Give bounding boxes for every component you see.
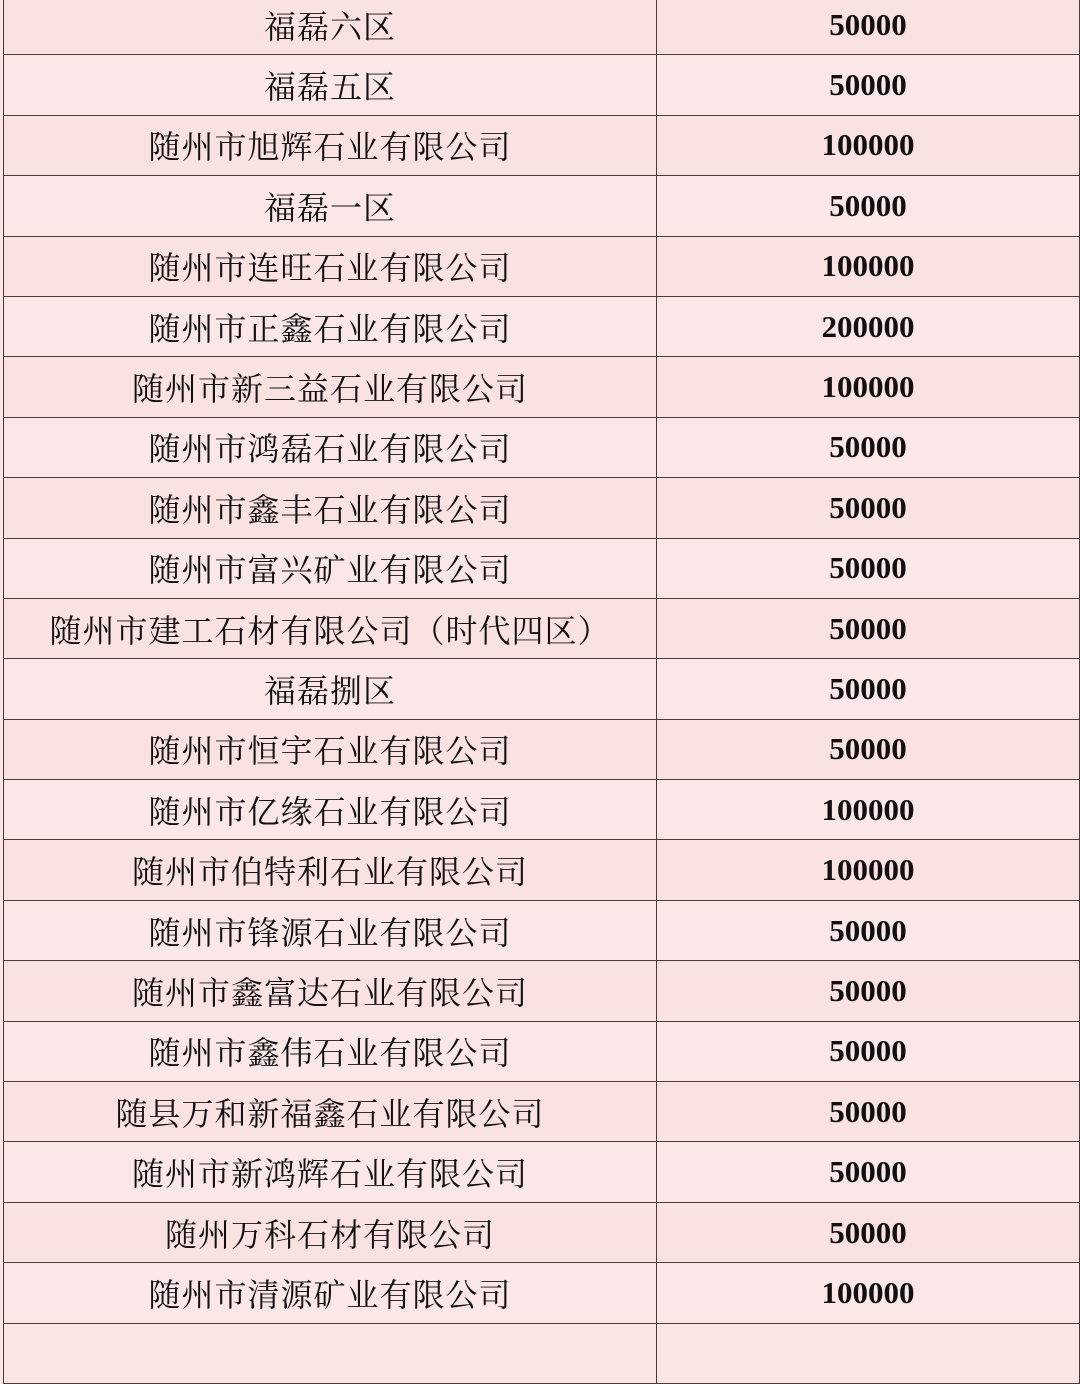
company-name-cell: 随州市鑫丰石业有限公司 xyxy=(4,478,657,538)
table-row xyxy=(4,1142,1080,1202)
amount-cell xyxy=(657,1323,1080,1383)
table-row xyxy=(4,900,1080,960)
table-row xyxy=(4,780,1080,840)
table-row xyxy=(4,840,1080,900)
amount-cell: 50000 xyxy=(657,1202,1080,1262)
amount-cell: 50000 xyxy=(657,176,1080,236)
table-row-cut-off xyxy=(4,1323,1080,1383)
company-name-cell: 福磊五区 xyxy=(4,55,657,115)
table-row xyxy=(4,176,1080,236)
amount-cell: 50000 xyxy=(657,55,1080,115)
company-name-cell: 随州市锋源石业有限公司 xyxy=(4,900,657,960)
amount-cell: 50000 xyxy=(657,417,1080,477)
amount-cell: 100000 xyxy=(657,840,1080,900)
company-name-cell: 随州市建工石材有限公司（时代四区） xyxy=(4,598,657,658)
table-row xyxy=(4,0,1080,55)
company-name-cell: 随县万和新福鑫石业有限公司 xyxy=(4,1082,657,1142)
amount-cell: 100000 xyxy=(657,115,1080,175)
amount-cell: 200000 xyxy=(657,296,1080,356)
company-name-cell: 随州市正鑫石业有限公司 xyxy=(4,296,657,356)
amount-cell: 50000 xyxy=(657,478,1080,538)
table-row xyxy=(4,1021,1080,1081)
amount-cell: 100000 xyxy=(657,357,1080,417)
company-name-cell: 福磊捌区 xyxy=(4,659,657,719)
table-row xyxy=(4,55,1080,115)
amount-cell: 50000 xyxy=(657,0,1080,55)
company-name-cell: 随州市旭辉石业有限公司 xyxy=(4,115,657,175)
table-row xyxy=(4,236,1080,296)
table-row xyxy=(4,296,1080,356)
amount-cell: 50000 xyxy=(657,1021,1080,1081)
table-row xyxy=(4,598,1080,658)
amount-cell: 50000 xyxy=(657,538,1080,598)
donation-table xyxy=(3,0,1080,1384)
table-body xyxy=(4,0,1080,1383)
amount-cell: 50000 xyxy=(657,719,1080,779)
company-name-cell: 随州市鸿磊石业有限公司 xyxy=(4,417,657,477)
company-name-cell: 随州市鑫富达石业有限公司 xyxy=(4,961,657,1021)
amount-cell: 100000 xyxy=(657,236,1080,296)
amount-cell: 50000 xyxy=(657,1082,1080,1142)
table-row xyxy=(4,1202,1080,1262)
company-name-cell: 随州市新鸿辉石业有限公司 xyxy=(4,1142,657,1202)
table-row xyxy=(4,961,1080,1021)
table-row xyxy=(4,357,1080,417)
company-name-cell: 随州市新三益石业有限公司 xyxy=(4,357,657,417)
table-row xyxy=(4,659,1080,719)
company-name-cell: 随州市富兴矿业有限公司 xyxy=(4,538,657,598)
company-name-cell: 随州市伯特利石业有限公司 xyxy=(4,840,657,900)
amount-cell: 50000 xyxy=(657,900,1080,960)
table-row xyxy=(4,478,1080,538)
table-row xyxy=(4,115,1080,175)
company-name-cell xyxy=(4,1323,657,1383)
company-name-cell: 随州市连旺石业有限公司 xyxy=(4,236,657,296)
table-row xyxy=(4,1263,1080,1323)
amount-cell: 100000 xyxy=(657,780,1080,840)
company-name-cell: 随州市清源矿业有限公司 xyxy=(4,1263,657,1323)
table-row xyxy=(4,1082,1080,1142)
company-name-cell: 福磊六区 xyxy=(4,0,657,55)
amount-cell: 50000 xyxy=(657,659,1080,719)
amount-cell: 50000 xyxy=(657,1142,1080,1202)
company-name-cell: 随州市恒宇石业有限公司 xyxy=(4,719,657,779)
amount-cell: 100000 xyxy=(657,1263,1080,1323)
table-row xyxy=(4,719,1080,779)
table-row xyxy=(4,417,1080,477)
table-row xyxy=(4,538,1080,598)
amount-cell: 50000 xyxy=(657,961,1080,1021)
amount-cell: 50000 xyxy=(657,598,1080,658)
company-name-cell: 福磊一区 xyxy=(4,176,657,236)
company-name-cell: 随州市亿缘石业有限公司 xyxy=(4,780,657,840)
company-name-cell: 随州万科石材有限公司 xyxy=(4,1202,657,1262)
company-name-cell: 随州市鑫伟石业有限公司 xyxy=(4,1021,657,1081)
